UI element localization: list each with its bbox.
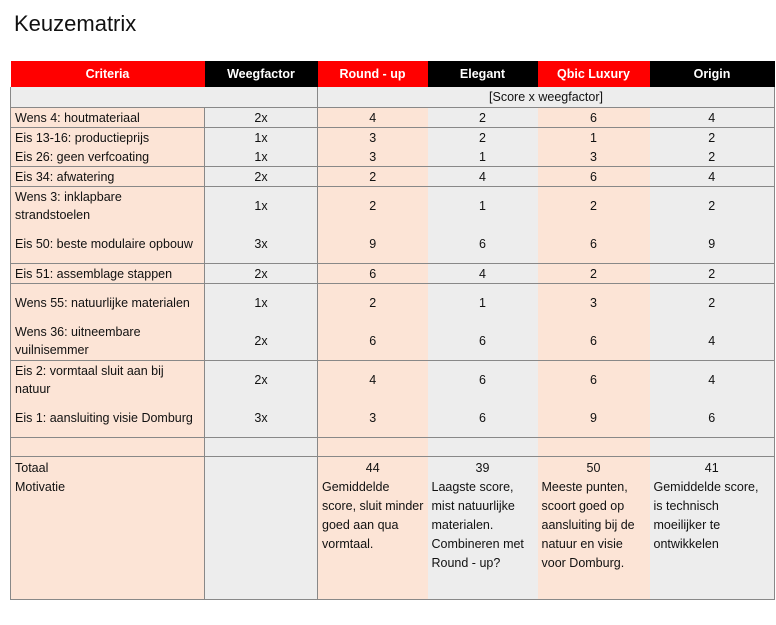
weight-cell: 1x <box>205 128 318 148</box>
criteria-cell: Eis 13-16: productieprijs <box>11 128 205 148</box>
weight-cell: 1x <box>205 284 318 323</box>
weight-cell: 1x <box>205 147 318 167</box>
score-cell: 3 <box>318 147 428 167</box>
weight-cell: 3x <box>205 399 318 438</box>
score-cell: 2 <box>650 187 775 226</box>
score-cell: 1 <box>428 187 538 226</box>
score-cell: 9 <box>650 225 775 264</box>
motivation-text: Meeste punten, scoort goed op aansluiting bij de natuur en visie voor Domburg. <box>541 480 635 570</box>
weight-cell: 2x <box>205 361 318 400</box>
weight-empty-cell <box>205 457 318 600</box>
total-cell-qbic-luxury <box>538 457 650 600</box>
total-cell-origin <box>650 457 775 600</box>
score-cell: 1 <box>428 147 538 167</box>
total-label: Totaal <box>15 461 49 475</box>
score-cell: 4 <box>650 167 775 187</box>
score-cell: 4 <box>650 322 775 361</box>
score-cell: 6 <box>318 264 428 284</box>
motivation-text: Gemiddelde score, sluit minder goed aan qua vormtaal. <box>322 480 424 551</box>
header-option-qbic-luxury: Qbic Luxury <box>538 61 650 87</box>
score-cell: 6 <box>428 225 538 264</box>
table-row <box>11 187 775 226</box>
header-weight: Weegfactor <box>205 61 318 87</box>
score-cell: 2 <box>650 147 775 167</box>
score-cell: 2 <box>318 167 428 187</box>
score-cell: 2 <box>318 187 428 226</box>
header-row <box>11 61 775 87</box>
score-cell: 6 <box>538 225 650 264</box>
table-row <box>11 264 775 284</box>
score-cell: 6 <box>428 399 538 438</box>
score-cell: 6 <box>650 399 775 438</box>
total-cell-round-up <box>318 457 428 600</box>
spacer-cell <box>318 438 428 457</box>
total-cell-elegant <box>428 457 538 600</box>
criteria-cell: Wens 3: inklapbare strandstoelen <box>11 187 205 226</box>
criteria-cell: Eis 50: beste modulaire opbouw <box>11 225 205 264</box>
header-criteria: Criteria <box>11 61 205 87</box>
score-cell: 2 <box>428 108 538 128</box>
weight-cell: 2x <box>205 167 318 187</box>
table-row <box>11 147 775 167</box>
score-cell: 6 <box>538 361 650 400</box>
motivation-text: Gemiddelde score, is technisch moeilijker te ontwikkelen <box>653 480 759 551</box>
motivation-text: Laagste score, mist natuurlijke materialen. Combineren met Round - up? <box>431 480 524 570</box>
score-cell: 1 <box>538 128 650 148</box>
table-row <box>11 284 775 323</box>
weight-cell: 1x <box>205 187 318 226</box>
criteria-cell: Wens 4: houtmateriaal <box>11 108 205 128</box>
score-cell: 2 <box>428 128 538 148</box>
motivation-label: Motivatie <box>15 480 66 494</box>
table-row <box>11 108 775 128</box>
spacer-cell <box>650 438 775 457</box>
criteria-cell: Eis 51: assemblage stappen <box>11 264 205 284</box>
weight-cell: 2x <box>205 108 318 128</box>
score-cell: 2 <box>538 187 650 226</box>
score-cell: 9 <box>318 225 428 264</box>
score-cell: 3 <box>318 399 428 438</box>
score-cell: 6 <box>538 108 650 128</box>
score-cell: 6 <box>428 361 538 400</box>
score-cell: 2 <box>650 128 775 148</box>
spacer-row <box>11 438 775 457</box>
score-cell: 2 <box>650 264 775 284</box>
score-cell: 2 <box>538 264 650 284</box>
criteria-cell: Eis 1: aansluiting visie Domburg <box>11 399 205 438</box>
score-cell: 6 <box>538 167 650 187</box>
total-value: 44 <box>365 461 380 475</box>
table-row <box>11 399 775 438</box>
spacer-cell <box>205 438 318 457</box>
total-value: 39 <box>475 461 490 475</box>
header-option-elegant: Elegant <box>428 61 538 87</box>
subheader-empty <box>11 87 318 108</box>
score-cell: 6 <box>318 322 428 361</box>
score-cell: 1 <box>428 284 538 323</box>
score-cell: 6 <box>428 322 538 361</box>
page-title: Keuzematrix <box>14 11 137 36</box>
score-cell: 3 <box>318 128 428 148</box>
total-row <box>11 457 775 600</box>
table-row <box>11 361 775 400</box>
score-cell: 4 <box>650 361 775 400</box>
table-row <box>11 128 775 148</box>
score-cell: 6 <box>538 322 650 361</box>
table-row <box>11 225 775 264</box>
score-cell: 4 <box>428 264 538 284</box>
score-cell: 2 <box>650 284 775 323</box>
score-cell: 9 <box>538 399 650 438</box>
score-cell: 3 <box>538 284 650 323</box>
total-label-cell <box>11 457 205 600</box>
decision-matrix-table <box>10 61 775 600</box>
total-value: 50 <box>586 461 601 475</box>
spacer-cell <box>428 438 538 457</box>
score-cell: 4 <box>650 108 775 128</box>
criteria-cell: Wens 55: natuurlijke materialen <box>11 284 205 323</box>
criteria-cell: Eis 34: afwatering <box>11 167 205 187</box>
spacer-cell <box>538 438 650 457</box>
score-cell: 4 <box>318 108 428 128</box>
header-option-origin: Origin <box>650 61 775 87</box>
criteria-cell: Eis 2: vormtaal sluit aan bij natuur <box>11 361 205 400</box>
subheader-row <box>11 87 775 108</box>
score-cell: 3 <box>538 147 650 167</box>
spacer-cell <box>11 438 205 457</box>
weight-cell: 3x <box>205 225 318 264</box>
header-option-round-up: Round - up <box>318 61 428 87</box>
weight-cell: 2x <box>205 264 318 284</box>
table-row <box>11 322 775 361</box>
score-cell: 4 <box>318 361 428 400</box>
weight-cell: 2x <box>205 322 318 361</box>
criteria-cell: Wens 36: uitneembare vuilnisemmer <box>11 322 205 361</box>
score-cell: 4 <box>428 167 538 187</box>
subheader-label: [Score x weegfactor] <box>318 87 775 108</box>
criteria-cell: Eis 26: geen verfcoating <box>11 147 205 167</box>
total-value: 41 <box>704 461 719 475</box>
score-cell: 2 <box>318 284 428 323</box>
table-row <box>11 167 775 187</box>
